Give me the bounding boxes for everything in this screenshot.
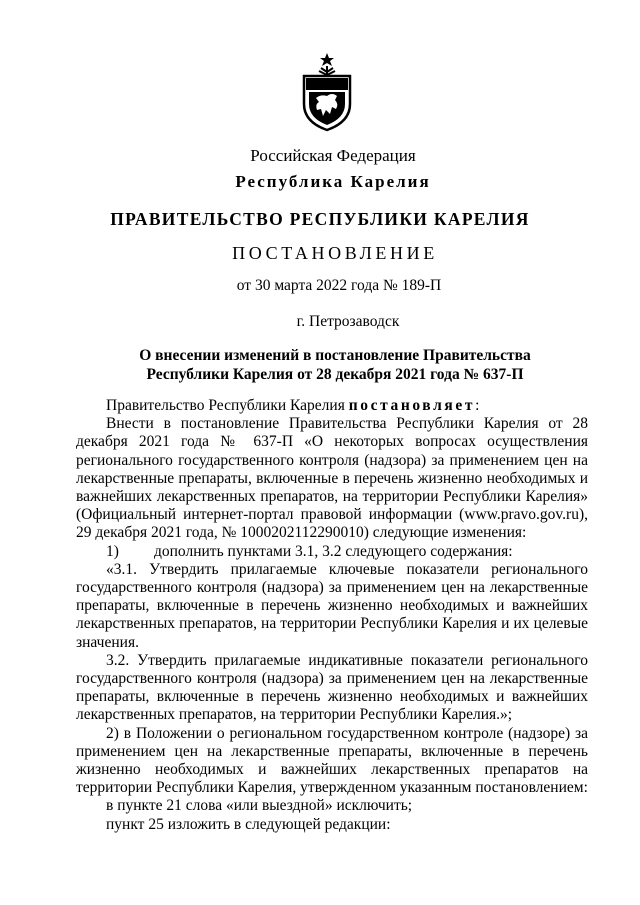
country-name: Российская Федерация: [250, 146, 416, 165]
paragraph-amendment: Внести в постановление Правительства Республики Карелия от 28 декабря 2021 года № 637-П «О некоторых вопросах осуществления регионального государственного контроля (надзора) за применением цен на лекарственные препараты, включенные в перечень жизненно необходимых и важнейших лекарственных препаратов, на территории Республики Карелия» (Официальный интернет-портал правовой информации (www.pravo.gov.ru), 29 декабря 2021 года, № 1000202112290010) следующие изменения:: [76, 415, 588, 542]
clause-25: пункт 25 изложить в следующей редакции:: [106, 815, 391, 833]
item-1: [76, 543, 588, 561]
subject-line-2: Республики Карелия от 28 декабря 2021 года № 637-П: [146, 366, 524, 383]
item-1-number: 1): [106, 542, 119, 560]
clause-3-1: «3.1. Утвердить прилагаемые ключевые показатели регионального государственного контроля (надзора) за применением цен на лекарственные препараты, включенные в перечень жизненно необходимых и важнейших лекарственных препаратов, на территории Республики Карелия и их целевые значения.: [76, 560, 588, 651]
intro-text: Правительство Республики Карелия: [106, 397, 349, 414]
government-name: ПРАВИТЕЛЬСТВО РЕСПУБЛИКИ КАРЕЛИЯ: [110, 209, 530, 229]
item-1-text: дополнить пунктами 3.1, 3.2 следующего содержания:: [154, 542, 513, 560]
item-2: 2) в Положении о региональном государственном контроле (надзоре) за применением цен на лекарственные препараты, включенные в перечень жизненно необходимых и важнейших лекарственных препаратов на территории Республики Карелия, утвержденном указанным постановлением:: [76, 724, 588, 797]
subject-line-1: О внесении изменений в постановление Правительства: [139, 347, 531, 364]
karelia-coat-of-arms-icon: [299, 52, 355, 132]
clause-3-2: 3.2. Утвердить прилагаемые индикативные показатели регионального государственного контроля (надзора) за применением цен на лекарственные препараты, включенные в перечень жизненно необходимых и важнейших лекарственных препаратов, на территории Республики Карелия.»;: [76, 651, 588, 724]
intro-paragraph: [76, 397, 588, 415]
document-subject: [0, 346, 640, 384]
clause-21: в пункте 21 слова «или выездной» исключить;: [106, 797, 413, 815]
document-date-number: от 30 марта 2022 года № 189-П: [236, 277, 442, 294]
republic-name: Республика Карелия: [235, 172, 431, 191]
document-city: г. Петрозаводск: [296, 313, 400, 330]
decree-keyword: постановляет: [348, 397, 476, 414]
document-body: [76, 397, 588, 834]
intro-colon: :: [475, 397, 480, 414]
document-type: ПОСТАНОВЛЕНИЕ: [232, 243, 438, 263]
